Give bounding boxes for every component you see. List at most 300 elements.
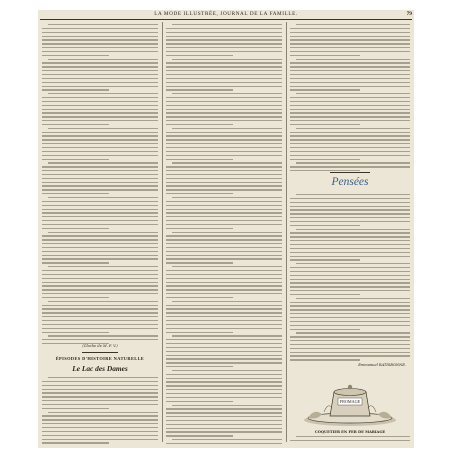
text-line: [290, 135, 410, 136]
text-line: [166, 166, 282, 167]
text-line: [166, 328, 282, 329]
text-line: [166, 258, 282, 259]
text-line: [290, 82, 410, 83]
text-line: [166, 43, 282, 44]
text-line: [42, 293, 158, 294]
text-line: [42, 109, 158, 110]
text-line: [48, 266, 158, 267]
text-line: [42, 408, 109, 409]
column-right: [290, 22, 410, 444]
column-center: [166, 22, 282, 444]
text-line: [42, 70, 158, 71]
text-line: [290, 55, 360, 56]
text-line: [166, 393, 282, 394]
text-line: [42, 423, 158, 424]
text-line: [290, 32, 410, 33]
text-line: [42, 435, 158, 436]
text-line: [166, 89, 233, 90]
text-line: [42, 174, 158, 175]
text-line: [290, 279, 410, 280]
journal-title: LA MODE ILLUSTRÉE, JOURNAL DE LA FAMILLE.: [154, 11, 298, 17]
text-line: [290, 348, 410, 349]
text-line: [290, 109, 410, 110]
text-line: [166, 174, 282, 175]
text-line: [48, 128, 158, 129]
text-line: [166, 97, 282, 98]
text-line: [166, 228, 233, 229]
text-line: [166, 62, 282, 63]
text-line: [42, 339, 158, 340]
text-line: [42, 47, 158, 48]
text-line: [42, 151, 158, 152]
text-line: [42, 178, 158, 179]
text-line: [166, 251, 282, 252]
text-line: [166, 109, 282, 110]
text-line: [296, 59, 410, 60]
text-line: [42, 166, 158, 167]
text-line: [42, 243, 158, 244]
text-line: [42, 305, 158, 306]
text-line: [42, 201, 158, 202]
text-line: [296, 263, 410, 264]
header-rule: [40, 19, 412, 20]
text-line: [290, 309, 410, 310]
text-line: [166, 243, 282, 244]
text-line: [42, 74, 158, 75]
text-line: [296, 162, 410, 163]
text-line: [166, 220, 282, 221]
text-line: [42, 43, 158, 44]
text-line: [166, 182, 282, 183]
text-line: [166, 120, 282, 121]
text-line: [42, 159, 109, 160]
body-text-block: [290, 194, 410, 363]
text-line: [42, 431, 158, 432]
text-line: [290, 202, 410, 203]
text-line: [42, 89, 109, 90]
text-line: [296, 332, 410, 333]
text-line: [290, 313, 410, 314]
text-line: [48, 162, 158, 163]
text-line: [48, 93, 158, 94]
text-line: [42, 285, 158, 286]
text-line: [166, 212, 282, 213]
text-line: [42, 308, 158, 309]
text-line: [296, 93, 410, 94]
text-line: [290, 344, 410, 345]
text-line: [290, 120, 410, 121]
text-line: [290, 252, 410, 253]
text-line: [290, 271, 410, 272]
text-line: [42, 251, 158, 252]
text-line: [166, 216, 282, 217]
text-line: [290, 355, 410, 356]
text-line: [290, 43, 410, 44]
text-line: [166, 239, 282, 240]
text-line: [42, 278, 158, 279]
text-line: [48, 335, 158, 336]
text-line: [290, 74, 410, 75]
text-line: [172, 232, 282, 233]
text-line: [290, 302, 410, 303]
text-line: [166, 305, 282, 306]
text-line: [42, 120, 158, 121]
text-line: [42, 239, 158, 240]
text-line: [290, 36, 410, 37]
text-line: [42, 82, 158, 83]
text-line: [172, 266, 282, 267]
text-line: [42, 189, 158, 190]
text-line: [166, 124, 233, 125]
text-line: [42, 112, 158, 113]
text-line: [166, 70, 282, 71]
text-line: [166, 282, 282, 283]
text-line: [290, 305, 410, 306]
article-title: Le Lac des Dames: [72, 364, 128, 373]
text-line: [290, 232, 410, 233]
text-line: [290, 166, 410, 167]
text-line: [296, 229, 410, 230]
text-line: [166, 66, 282, 67]
text-line: [42, 316, 158, 317]
text-line: [166, 201, 282, 202]
text-line: [290, 147, 410, 148]
text-line: [42, 224, 158, 225]
text-line: [172, 370, 282, 371]
text-line: [42, 228, 109, 229]
text-line: [290, 221, 410, 222]
text-line: [290, 105, 410, 106]
text-line: [172, 59, 282, 60]
text-line: [42, 289, 158, 290]
column-divider: [286, 22, 287, 442]
text-line: [166, 278, 282, 279]
text-line: [166, 332, 233, 333]
text-line: [166, 39, 282, 40]
title-rule: [330, 172, 370, 173]
text-line: [42, 101, 158, 102]
figure-legend-block: [290, 436, 410, 444]
dish-lid: [334, 389, 366, 396]
text-line: [42, 78, 158, 79]
body-text-block: [42, 377, 158, 444]
text-line: [290, 28, 410, 29]
text-line: [166, 247, 282, 248]
text-line: [42, 415, 158, 416]
text-line: [290, 155, 410, 156]
text-line: [42, 116, 158, 117]
text-line: [42, 274, 158, 275]
text-line: [290, 282, 410, 283]
text-line: [166, 389, 282, 390]
text-line: [166, 170, 282, 171]
text-line: [290, 132, 410, 133]
text-line: [166, 385, 282, 386]
text-line: [42, 139, 158, 140]
text-line: [42, 147, 158, 148]
text-line: [166, 151, 282, 152]
text-line: [166, 431, 282, 432]
text-line: [166, 147, 282, 148]
text-line: [166, 28, 282, 29]
text-line: [166, 358, 282, 359]
text-line: [290, 290, 410, 291]
text-line: [290, 248, 410, 249]
text-line: [42, 62, 158, 63]
text-line: [172, 439, 282, 440]
text-line: [290, 143, 410, 144]
text-line: [48, 197, 158, 198]
text-line: [42, 97, 158, 98]
text-line: [166, 78, 282, 79]
text-line: [166, 308, 282, 309]
text-line: [42, 36, 158, 37]
text-line: [290, 294, 360, 295]
text-line: [166, 143, 282, 144]
text-line: [290, 112, 410, 113]
text-line: [290, 97, 410, 98]
text-line: [172, 24, 282, 25]
text-line: [42, 389, 158, 390]
text-line: [166, 362, 282, 363]
text-line: [290, 47, 410, 48]
text-line: [42, 270, 158, 271]
journal-page: [38, 10, 414, 448]
text-line: [290, 198, 410, 199]
text-line: [48, 301, 158, 302]
text-line: [166, 189, 282, 190]
text-line: [166, 155, 282, 156]
text-line: [290, 336, 410, 337]
series-title: ÉPISODES D'HISTOIRE NATURELLE: [55, 356, 145, 361]
body-text-block: [290, 24, 410, 174]
text-line: [42, 442, 109, 443]
text-line: [290, 352, 410, 353]
text-line: [42, 324, 158, 325]
text-line: [166, 255, 282, 256]
text-line: [166, 443, 282, 444]
signature-short: (Cloche de M. F. V.): [82, 344, 118, 348]
text-line: [166, 139, 282, 140]
text-line: [290, 329, 360, 330]
text-line: [166, 435, 233, 436]
text-line: [290, 275, 410, 276]
text-line: [166, 116, 282, 117]
text-line: [166, 324, 282, 325]
text-line: [290, 259, 360, 260]
text-line: [42, 143, 158, 144]
text-line: [290, 116, 410, 117]
text-line: [42, 55, 109, 56]
text-line: [166, 193, 233, 194]
text-line: [290, 240, 410, 241]
text-line: [166, 74, 282, 75]
text-line: [48, 24, 158, 25]
text-line: [42, 262, 109, 263]
text-line: [290, 159, 360, 160]
text-line: [48, 59, 158, 60]
text-line: [166, 205, 282, 206]
text-line: [42, 427, 158, 428]
text-line: [290, 139, 410, 140]
text-line: [290, 86, 410, 87]
text-line: [290, 62, 410, 63]
text-line: [42, 297, 109, 298]
column-divider: [162, 22, 163, 442]
text-line: [166, 285, 282, 286]
text-line: [166, 312, 282, 313]
text-line: [290, 225, 360, 226]
text-line: [42, 392, 158, 393]
text-line: [42, 320, 158, 321]
text-line: [290, 244, 410, 245]
text-line: [166, 159, 233, 160]
text-line: [172, 197, 282, 198]
text-line: [172, 335, 282, 336]
text-line: [290, 70, 410, 71]
text-line: [290, 440, 410, 441]
page-number: 79: [406, 11, 412, 17]
text-line: [290, 66, 410, 67]
text-line: [48, 377, 158, 378]
text-line: [42, 439, 158, 440]
text-line: [42, 86, 158, 87]
text-line: [290, 124, 360, 125]
text-line: [42, 182, 158, 183]
text-line: [166, 178, 282, 179]
text-line: [166, 424, 282, 425]
text-line: [290, 51, 410, 52]
text-line: [42, 51, 158, 52]
author-signature: Emmanuel RATISBONNE.: [358, 363, 406, 367]
text-line: [48, 232, 158, 233]
text-line: [166, 420, 282, 421]
text-line: [296, 194, 410, 195]
text-line: [166, 355, 282, 356]
text-line: [42, 185, 158, 186]
text-line: [166, 374, 282, 375]
text-line: [290, 213, 410, 214]
text-line: [42, 193, 109, 194]
text-line: [296, 24, 410, 25]
text-line: [42, 396, 158, 397]
text-line: [166, 289, 282, 290]
text-line: [42, 124, 109, 125]
text-line: [290, 101, 410, 102]
text-line: [290, 256, 410, 257]
text-line: [42, 32, 158, 33]
text-line: [290, 325, 410, 326]
text-line: [166, 378, 282, 379]
title-rule: [82, 352, 118, 353]
text-line: [42, 132, 158, 133]
text-line: [166, 185, 282, 186]
text-line: [290, 317, 410, 318]
text-line: [290, 321, 410, 322]
text-line: [172, 405, 282, 406]
text-line: [290, 359, 360, 360]
text-line: [290, 217, 410, 218]
text-line: [290, 89, 360, 90]
text-line: [166, 274, 282, 275]
text-line: [42, 258, 158, 259]
text-line: [290, 209, 410, 210]
text-line: [42, 312, 158, 313]
text-line: [166, 235, 282, 236]
body-text-block: [166, 24, 282, 444]
text-line: [166, 343, 282, 344]
text-line: [166, 55, 233, 56]
text-line: [48, 412, 158, 413]
text-line: [166, 412, 282, 413]
text-line: [42, 235, 158, 236]
text-line: [166, 316, 282, 317]
text-line: [166, 112, 282, 113]
text-line: [166, 101, 282, 102]
text-line: [42, 381, 158, 382]
text-line: [166, 209, 282, 210]
text-line: [166, 408, 282, 409]
text-line: [290, 267, 410, 268]
dish-label: FROMAGE: [339, 399, 361, 405]
text-line: [166, 397, 282, 398]
vignette-illustration: [298, 372, 402, 428]
text-line: [166, 401, 233, 402]
text-line: [42, 282, 158, 283]
text-line: [166, 297, 233, 298]
lid-knob: [348, 385, 352, 389]
text-line: [42, 220, 158, 221]
text-line: [42, 66, 158, 67]
text-line: [42, 209, 158, 210]
text-line: [42, 155, 158, 156]
column-left: [42, 22, 158, 444]
text-line: [166, 428, 282, 429]
text-line: [296, 436, 410, 437]
text-line: [296, 298, 410, 299]
text-line: [166, 270, 282, 271]
text-line: [42, 400, 158, 401]
text-line: [172, 128, 282, 129]
text-line: [166, 51, 282, 52]
text-line: [166, 339, 282, 340]
text-line: [166, 105, 282, 106]
text-line: [172, 301, 282, 302]
text-line: [42, 332, 109, 333]
text-line: [172, 93, 282, 94]
text-line: [166, 320, 282, 321]
text-line: [166, 381, 282, 382]
text-line: [290, 78, 410, 79]
text-line: [42, 212, 158, 213]
text-line: [290, 206, 410, 207]
text-line: [166, 293, 282, 294]
text-line: [166, 347, 282, 348]
text-line: [42, 385, 158, 386]
text-line: [290, 39, 410, 40]
text-line: [42, 105, 158, 106]
text-line: [296, 128, 410, 129]
text-line: [166, 262, 233, 263]
text-line: [42, 419, 158, 420]
text-line: [166, 36, 282, 37]
text-line: [166, 86, 282, 87]
text-line: [166, 224, 282, 225]
text-line: [290, 286, 410, 287]
text-line: [42, 216, 158, 217]
text-line: [290, 340, 410, 341]
text-line: [166, 82, 282, 83]
